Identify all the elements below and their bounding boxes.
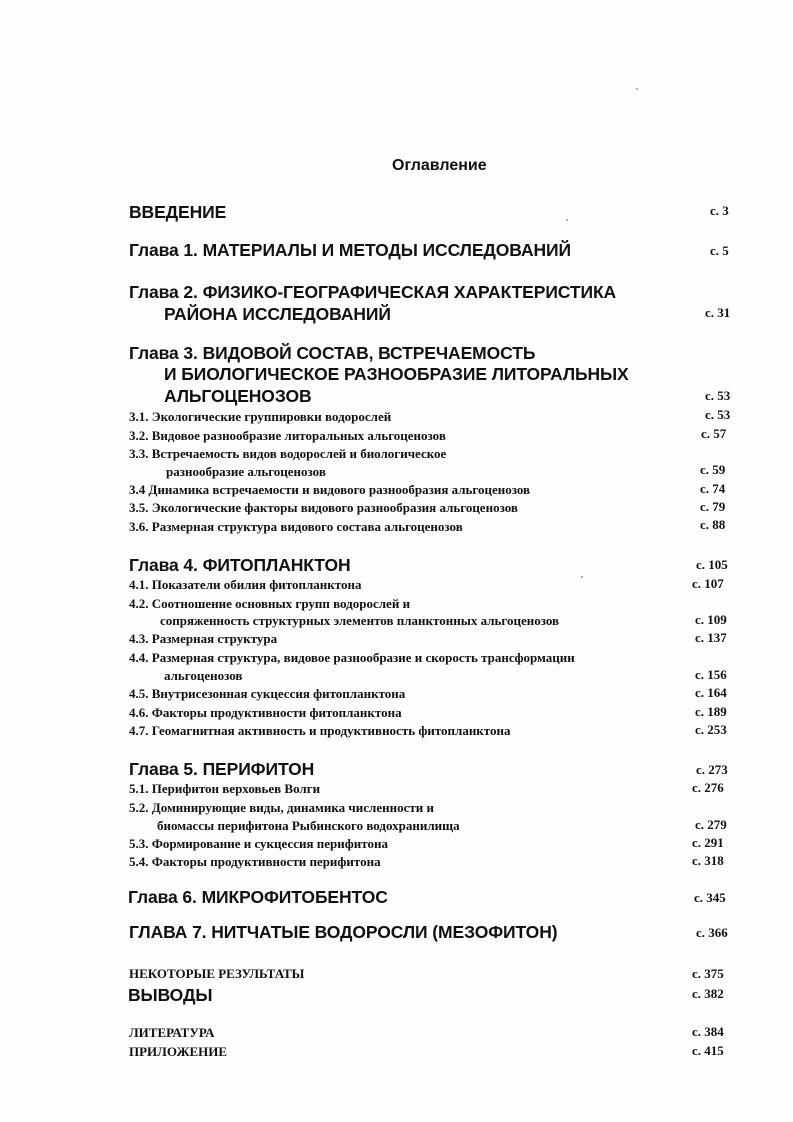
- toc-conclusions[interactable]: ВЫВОДЫ: [128, 985, 213, 1005]
- toc-chapter-6[interactable]: Глава 6. МИКРОФИТОБЕНТОС: [128, 887, 388, 907]
- scan-speck: [581, 576, 583, 578]
- toc-chapter-2[interactable]: Глава 2. ФИЗИКО-ГЕОГРАФИЧЕСКАЯ ХАРАКТЕРИСТИКА: [129, 282, 617, 302]
- toc-section-4-6-page: с. 189: [695, 704, 727, 719]
- toc-section-3-3[interactable]: 3.3. Встречаемость видов водорослей и биологическое: [129, 446, 447, 461]
- toc-chapter-7-page: с. 366: [696, 925, 728, 940]
- toc-chapter-4[interactable]: Глава 4. ФИТОПЛАНКТОН: [129, 555, 351, 575]
- toc-section-3-6[interactable]: 3.6. Размерная структура видового состава альгоценозов: [129, 519, 463, 534]
- toc-chapter-2-page: с. 31: [705, 305, 731, 320]
- toc-intro-page: с. 3: [710, 203, 729, 218]
- toc-section-3-4-page: с. 74: [700, 481, 726, 496]
- toc-appendix[interactable]: ПРИЛОЖЕНИЕ: [129, 1044, 228, 1059]
- toc-appendix-page: с. 415: [692, 1043, 724, 1058]
- toc-results-page: с. 375: [692, 966, 724, 981]
- toc-chapter-7[interactable]: ГЛАВА 7. НИТЧАТЫЕ ВОДОРОСЛИ (МЕЗОФИТОН): [129, 922, 558, 942]
- toc-section-3-2-page: с. 57: [701, 426, 727, 441]
- page-title: Оглавление: [392, 157, 487, 174]
- toc-section-4-7[interactable]: 4.7. Геомагнитная активность и продуктивность фитопланктона: [129, 723, 511, 738]
- toc-section-3-1-page: с. 53: [705, 407, 731, 422]
- toc-section-4-4-page: с. 156: [695, 667, 727, 682]
- toc-chapter-5-page: с. 273: [696, 762, 728, 777]
- toc-chapter-4-page: с. 105: [696, 557, 728, 572]
- toc-section-3-3-line2[interactable]: разнообразие альгоценозов: [166, 464, 326, 479]
- toc-section-4-6[interactable]: 4.6. Факторы продуктивности фитопланктона: [129, 705, 402, 720]
- toc-section-3-6-page: с. 88: [700, 517, 726, 532]
- toc-literature-page: с. 384: [692, 1024, 724, 1039]
- toc-intro[interactable]: ВВЕДЕНИЕ: [129, 202, 227, 222]
- toc-section-5-3-page: с. 291: [692, 835, 724, 850]
- toc-section-4-7-page: с. 253: [695, 722, 727, 737]
- toc-section-4-5[interactable]: 4.5. Внутрисезонная сукцессия фитопланктона: [129, 686, 406, 701]
- scan-speck: [566, 219, 568, 221]
- toc-chapter-5[interactable]: Глава 5. ПЕРИФИТОН: [129, 759, 315, 779]
- scan-speck: [636, 88, 638, 90]
- toc-section-4-4-line2[interactable]: альгоценозов: [164, 668, 243, 683]
- toc-chapter-3-line2[interactable]: И БИОЛОГИЧЕСКОЕ РАЗНООБРАЗИЕ ЛИТОРАЛЬНЫХ: [164, 364, 629, 384]
- toc-section-5-1-page: с. 276: [692, 780, 724, 795]
- toc-literature[interactable]: ЛИТЕРАТУРА: [129, 1025, 215, 1040]
- toc-chapter-2-line2[interactable]: РАЙОНА ИССЛЕДОВАНИЙ: [164, 304, 391, 324]
- toc-section-5-1[interactable]: 5.1. Перифитон верховьев Волги: [129, 781, 321, 796]
- toc-section-3-5[interactable]: 3.5. Экологические факторы видового разнообразия альгоценозов: [129, 500, 518, 515]
- toc-conclusions-page: с. 382: [692, 986, 724, 1001]
- toc-section-5-4[interactable]: 5.4. Факторы продуктивности перифитона: [129, 854, 381, 869]
- toc-section-4-3[interactable]: 4.3. Размерная структура: [129, 631, 278, 646]
- toc-chapter-1-page: с. 5: [710, 243, 729, 258]
- toc-section-4-1[interactable]: 4.1. Показатели обилия фитопланктона: [129, 577, 362, 592]
- toc-section-4-2-line2[interactable]: сопряженность структурных элементов планктонных альгоценозов: [160, 613, 560, 628]
- toc-chapter-6-page: с. 345: [694, 890, 726, 905]
- toc-section-5-2[interactable]: 5.2. Доминирующие виды, динамика численности и: [129, 800, 434, 815]
- toc-results[interactable]: НЕКОТОРЫЕ РЕЗУЛЬТАТЫ: [129, 966, 305, 981]
- toc-section-4-2-page: с. 109: [695, 612, 727, 627]
- toc-section-4-2[interactable]: 4.2. Соотношение основных групп водорослей и: [129, 596, 411, 611]
- toc-section-5-2-line2[interactable]: биомассы перифитона Рыбинского водохранилища: [157, 818, 460, 833]
- toc-section-3-1[interactable]: 3.1. Экологические группировки водорослей: [129, 409, 392, 424]
- toc-chapter-1[interactable]: Глава 1. МАТЕРИАЛЫ И МЕТОДЫ ИССЛЕДОВАНИЙ: [129, 240, 571, 260]
- toc-section-4-5-page: с. 164: [695, 685, 727, 700]
- toc-chapter-3[interactable]: Глава 3. ВИДОВОЙ СОСТАВ, ВСТРЕЧАЕМОСТЬ: [129, 343, 536, 363]
- toc-chapter-3-line3[interactable]: АЛЬГОЦЕНОЗОВ: [164, 386, 312, 406]
- toc-section-4-3-page: с. 137: [695, 630, 727, 645]
- toc-section-3-3-page: с. 59: [700, 462, 726, 477]
- toc-chapter-3-page: с. 53: [705, 388, 731, 403]
- toc-section-3-4[interactable]: 3.4 Динамика встречаемости и видового разнообразия альгоценозов: [129, 482, 531, 497]
- toc-section-4-4[interactable]: 4.4. Размерная структура, видовое разнообразие и скорость трансформации: [129, 650, 575, 665]
- toc-section-3-5-page: с. 79: [700, 499, 726, 514]
- toc-section-3-2[interactable]: 3.2. Видовое разнообразие литоральных альгоценозов: [129, 428, 446, 443]
- toc-section-5-4-page: с. 318: [692, 853, 724, 868]
- toc-section-4-1-page: с. 107: [692, 576, 724, 591]
- toc-section-5-2-page: с. 279: [695, 817, 727, 832]
- toc-section-5-3[interactable]: 5.3. Формирование и сукцессия перифитона: [129, 836, 388, 851]
